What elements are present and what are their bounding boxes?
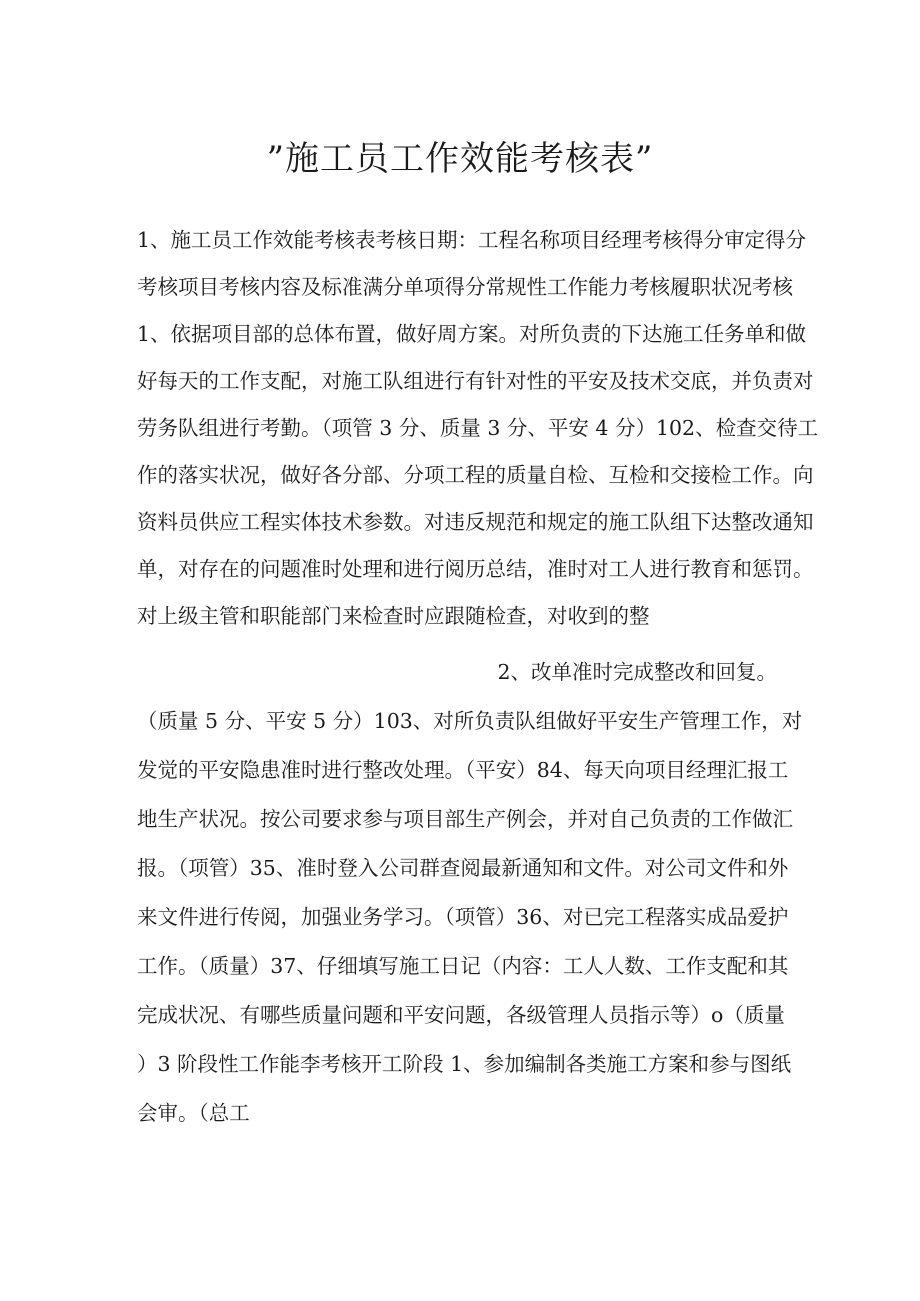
body-line: 报。（项管）35、准时登入公司群查阅最新通知和文件。对公司文件和外 <box>137 856 789 880</box>
body-line: 完成状况、有哪些质量问题和平安问题，各级管理人员指示等）o（质量 <box>137 1003 785 1027</box>
document-title: ”施工员工作效能考核表” <box>266 139 654 179</box>
body-line: 对上级主管和职能部门来检查时应跟随检查，对收到的整 <box>137 604 650 628</box>
body-line: ）3 阶段性工作能李考核开工阶段 1、参加编制各类施工方案和参与图纸 <box>137 1052 792 1076</box>
body-line: 单，对存在的问题准时处理和进行阅历总结，准时对工人进行教育和惩罚。 <box>137 557 814 581</box>
body-line: 资料员供应工程实体技术参数。对违反规范和规定的施工队组下达整改通知 <box>137 510 814 534</box>
body-line: 来文件进行传阅，加强业务学习。（项管）36、对已完工程落实成品爱护 <box>137 905 789 929</box>
body-line: （质量 5 分、平安 5 分）103、对所负责队组做好平安生产管理工作，对 <box>137 709 803 733</box>
body-line: 1、依据项目部的总体布置，做好周方案。对所负责的下达施工任务单和做 <box>137 322 807 346</box>
body-line: 地生产状况。按公司要求参与项目部生产例会，并对自己负责的工作做汇 <box>137 807 793 831</box>
body-line: 劳务队组进行考勤。（项管 3 分、质量 3 分、平安 4 分）102、检查交待工 <box>137 416 819 440</box>
body-line: 发觉的平安隐患准时进行整改处理。（平安）84、每天向项目经理汇报工 <box>137 758 789 782</box>
body-line: 工作。（质量）37、仔细填写施工日记（内容：工人人数、工作支配和其 <box>137 954 789 978</box>
body-line-right-aligned: 2、改单准时完成整改和回复。 <box>497 660 777 684</box>
body-line: 好每天的工作支配，对施工队组进行有针对性的平安及技术交底，并负责对 <box>137 369 814 393</box>
body-line: 1、施工员工作效能考核表考核日期：工程名称项目经理考核得分审定得分 <box>137 228 807 252</box>
body-line: 会审。（总工 <box>137 1101 250 1125</box>
body-line: 作的落实状况，做好各分部、分项工程的质量自检、互检和交接检工作。向 <box>137 463 814 487</box>
body-line: 考核项目考核内容及标准满分单项得分常规性工作能力考核履职状况考核 <box>137 275 793 299</box>
